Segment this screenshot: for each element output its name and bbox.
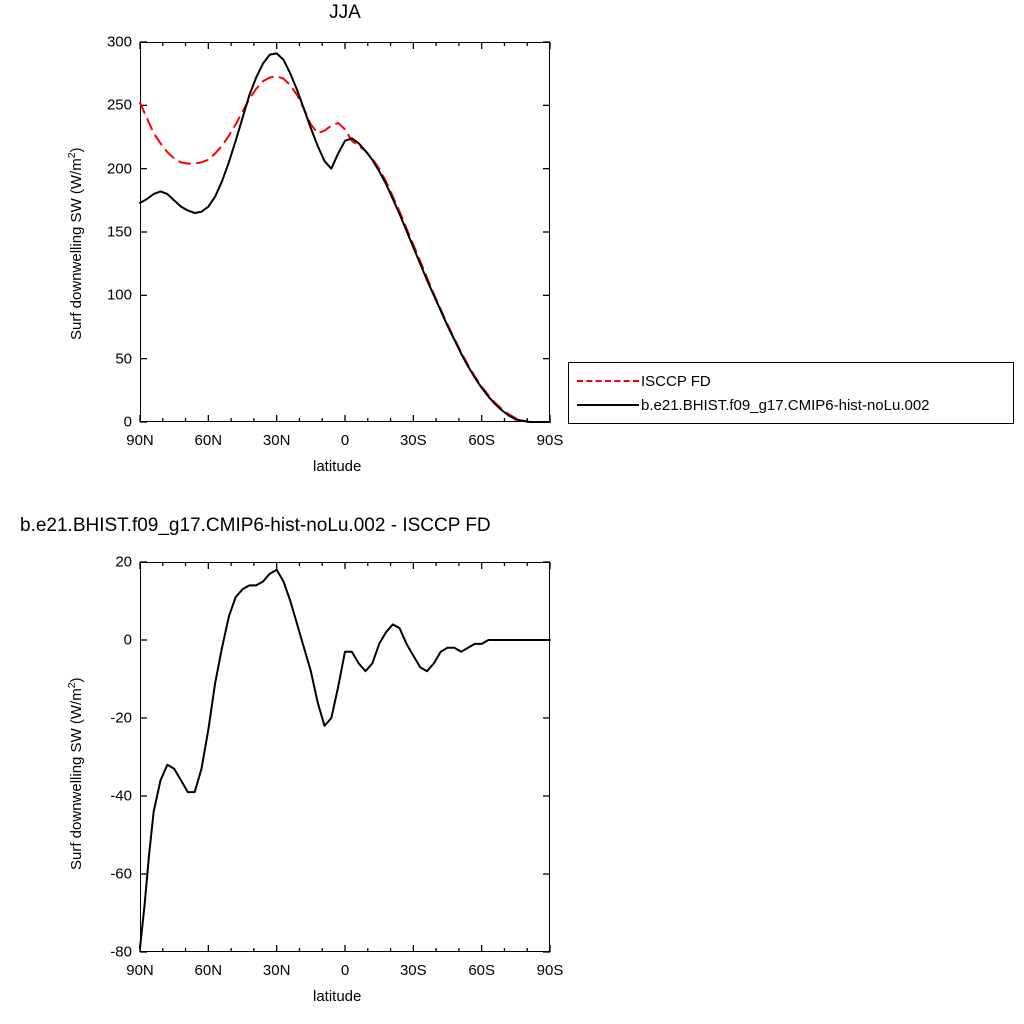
legend-item-isccp bbox=[577, 369, 1005, 393]
top-ytick-4: 100 bbox=[106, 286, 132, 304]
top-yaxis-label bbox=[66, 147, 85, 340]
bottom-xtick-3: 0 bbox=[340, 962, 350, 979]
bottom-xtick-5: 60S bbox=[468, 962, 496, 979]
top-yaxis-label-sup: 2 bbox=[66, 152, 78, 159]
top-xaxis-label: latitude bbox=[313, 458, 362, 475]
legend-item-model bbox=[577, 393, 1005, 417]
top-ytick-0: 300 bbox=[106, 33, 132, 51]
legend-line-swatch-dashed-red bbox=[577, 380, 639, 382]
bottom-ytick-5: -80 bbox=[110, 943, 132, 961]
top-ytick-1: 250 bbox=[106, 96, 132, 114]
top-xtick-3: 0 bbox=[340, 432, 350, 449]
bottom-yaxis-label-text: Surf downwelling SW (W/m bbox=[68, 688, 85, 870]
top-xtick-0: 90N bbox=[126, 432, 154, 449]
top-yaxis-label-end: ) bbox=[68, 147, 85, 153]
top-xtick-4: 30S bbox=[399, 432, 427, 449]
top-xtick-1: 60N bbox=[194, 432, 223, 449]
legend-label-isccp: ISCCP FD bbox=[641, 372, 711, 390]
top-chart-title: JJA bbox=[329, 2, 361, 23]
top-chart-curves bbox=[0, 0, 1024, 500]
bottom-xtick-0: 90N bbox=[126, 962, 154, 979]
top-ytick-3: 150 bbox=[106, 223, 132, 241]
bottom-ytick-2: -20 bbox=[110, 709, 132, 727]
bottom-ytick-4: -60 bbox=[110, 865, 132, 883]
bottom-xtick-2: 30N bbox=[262, 962, 291, 979]
bottom-ytick-1: 0 bbox=[123, 631, 132, 649]
top-ytick-2: 200 bbox=[106, 160, 132, 178]
top-ytick-5: 50 bbox=[115, 350, 132, 368]
bottom-yaxis-label-sup: 2 bbox=[66, 682, 78, 689]
top-xtick-6: 90S bbox=[536, 432, 564, 449]
legend-label-model: b.e21.BHIST.f09_g17.CMIP6-hist-noLu.002 bbox=[641, 396, 930, 414]
bottom-xtick-1: 60N bbox=[194, 962, 223, 979]
bottom-xtick-6: 90S bbox=[536, 962, 564, 979]
bottom-chart-title: b.e21.BHIST.f09_g17.CMIP6-hist-noLu.002 - ISCCP FD bbox=[20, 515, 491, 536]
bottom-yaxis-label-end: ) bbox=[68, 677, 85, 683]
top-chart-panel bbox=[0, 0, 1024, 500]
bottom-ytick-0: 20 bbox=[115, 553, 132, 571]
legend-line-swatch-solid-black bbox=[577, 404, 639, 406]
bottom-chart-curves bbox=[0, 510, 1024, 1024]
top-xtick-2: 30N bbox=[262, 432, 291, 449]
bottom-chart-panel bbox=[0, 510, 1024, 1024]
bottom-yaxis-label bbox=[66, 677, 85, 870]
bottom-xtick-4: 30S bbox=[399, 962, 427, 979]
chart-legend bbox=[568, 362, 1014, 424]
bottom-xaxis-label: latitude bbox=[313, 988, 362, 1005]
bottom-ytick-3: -40 bbox=[110, 787, 132, 805]
top-ytick-6: 0 bbox=[123, 413, 132, 431]
top-yaxis-label-text: Surf downwelling SW (W/m bbox=[68, 158, 85, 340]
top-xtick-5: 60S bbox=[468, 432, 496, 449]
